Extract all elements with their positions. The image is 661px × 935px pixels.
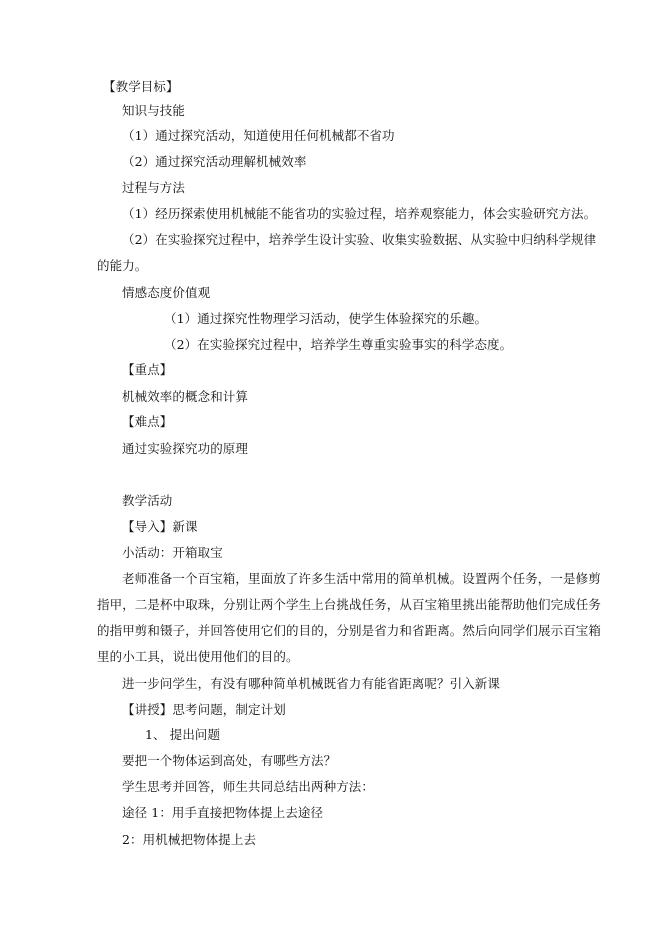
process-item-1: （1）经历探索使用机械能不能省功的实验过程，培养观察能力，体会实验研究方法。 [122,206,597,221]
process-item-2-cont: 的能力。 [97,258,148,273]
heading-key-points: 【重点】 [122,362,173,377]
section-lecture: 【讲授】思考问题，制定计划 [122,702,286,717]
step-raise-question: 1、 提出问题 [145,727,221,742]
subheading-attitude-values: 情感态度价值观 [122,285,211,300]
difficulties-text: 通过实验探究功的原理 [122,441,249,456]
heading-teaching-goals: 【教学目标】 [103,79,179,94]
paragraph-line-1: 老师准备一个百宝箱，里面放了许多生活中常用的简单机械。设置两个任务，一是修剪 [122,571,601,586]
key-points-text: 机械效率的概念和计算 [122,389,249,404]
goal-item-1: （1）通过探究活动，知道使用任何机械都不省功 [122,128,395,143]
attitude-item-2: （2）在实验探究过程中，培养学生尊重实验事实的科学态度。 [164,337,513,352]
attitude-item-1: （1）通过探究性物理学习活动，使学生体验探究的乐趣。 [164,311,488,326]
paragraph-line-2: 指甲，二是杯中取珠，分别让两个学生上台挑战任务，从百宝箱里挑出能帮助他们完成任务 [97,597,602,612]
paragraph-line-3: 的指甲剪和镊子，并回答使用它们的目的，分别是省力和省距离。然后向同学们展示百宝箱 [97,623,602,638]
paragraph-question: 进一步问学生，有没有哪种简单机械既省力有能省距离呢？引入新课 [122,676,501,691]
heading-difficulties: 【难点】 [122,414,173,429]
method-2: 2：用机械把物体提上去 [122,832,257,847]
section-introduction: 【导入】新课 [122,519,198,534]
student-answer-text: 学生思考并回答，师生共同总结出两种方法： [122,779,375,794]
question-text: 要把一个物体运到高处，有哪些方法？ [122,753,337,768]
paragraph-line-4: 里的小工具，说出使用他们的目的。 [97,649,299,664]
subheading-process-methods: 过程与方法 [122,180,186,195]
process-item-2: （2）在实验探究过程中，培养学生设计实验、收集实验数据、从实验中归纳科学规律 [122,232,597,247]
subheading-knowledge-skills: 知识与技能 [122,103,186,118]
small-activity: 小活动：开箱取宝 [122,545,223,560]
method-1: 途径 1：用手直接把物体提上去途径 [122,805,324,820]
goal-item-2: （2）通过探究活动理解机械效率 [122,154,307,169]
heading-teaching-activities: 教学活动 [122,493,173,508]
